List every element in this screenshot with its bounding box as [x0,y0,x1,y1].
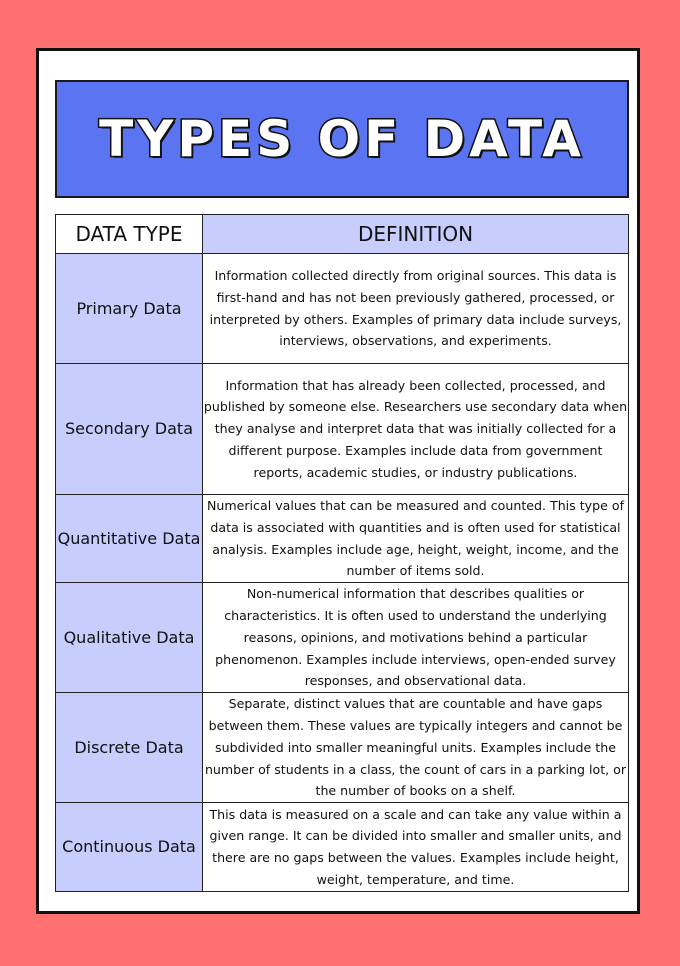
column-header-data-type: DATA TYPE [56,215,203,254]
data-type-cell: Secondary Data [56,364,203,495]
table-row [56,254,629,364]
title-banner [55,80,629,198]
table-row [56,583,629,693]
data-type-cell: Continuous Data [56,803,203,892]
definition-cell: This data is measured on a scale and can take any value within a given range. It can be divided into smaller and smaller units, and there are no gaps between the values. Examples include height, weight, temperature, and time. [203,803,629,892]
definition-cell: Numerical values that can be measured and counted. This type of data is associated with quantities and is often used for statistical analysis. Examples include age, height, weight, income, and the number of items sold. [203,495,629,583]
table-row [56,693,629,803]
table-header-row [56,215,629,254]
table-row [56,495,629,583]
table-row [56,364,629,495]
definition-cell: Separate, distinct values that are countable and have gaps between them. These values are typically integers and cannot be subdivided into smaller meaningful units. Examples include the number of students in a class, the count of cars in a parking lot, or the number of books on a shelf. [203,693,629,803]
definition-cell: Information that has already been collected, processed, and published by someone else. Researchers use secondary data when they analyse and interpret data that was initially collected for a different purpose. Examples include data from government reports, academic studies, or industry publications. [203,364,629,495]
definition-cell: Non-numerical information that describes qualities or characteristics. It is often used to understand the underlying reasons, opinions, and motivations behind a particular phenomenon. Examples include interviews, open-ended survey responses, and observational data. [203,583,629,693]
page-title: TYPES OF DATA [99,110,585,168]
data-types-table [55,214,629,892]
data-type-cell: Qualitative Data [56,583,203,693]
worksheet-card [36,48,640,914]
data-type-cell: Primary Data [56,254,203,364]
data-type-cell: Discrete Data [56,693,203,803]
column-header-definition: DEFINITION [203,215,629,254]
data-type-cell: Quantitative Data [56,495,203,583]
table-row [56,803,629,892]
definition-cell: Information collected directly from original sources. This data is first-hand and has not been previously gathered, processed, or interpreted by others. Examples of primary data include surveys, interviews, observations, and experiments. [203,254,629,364]
